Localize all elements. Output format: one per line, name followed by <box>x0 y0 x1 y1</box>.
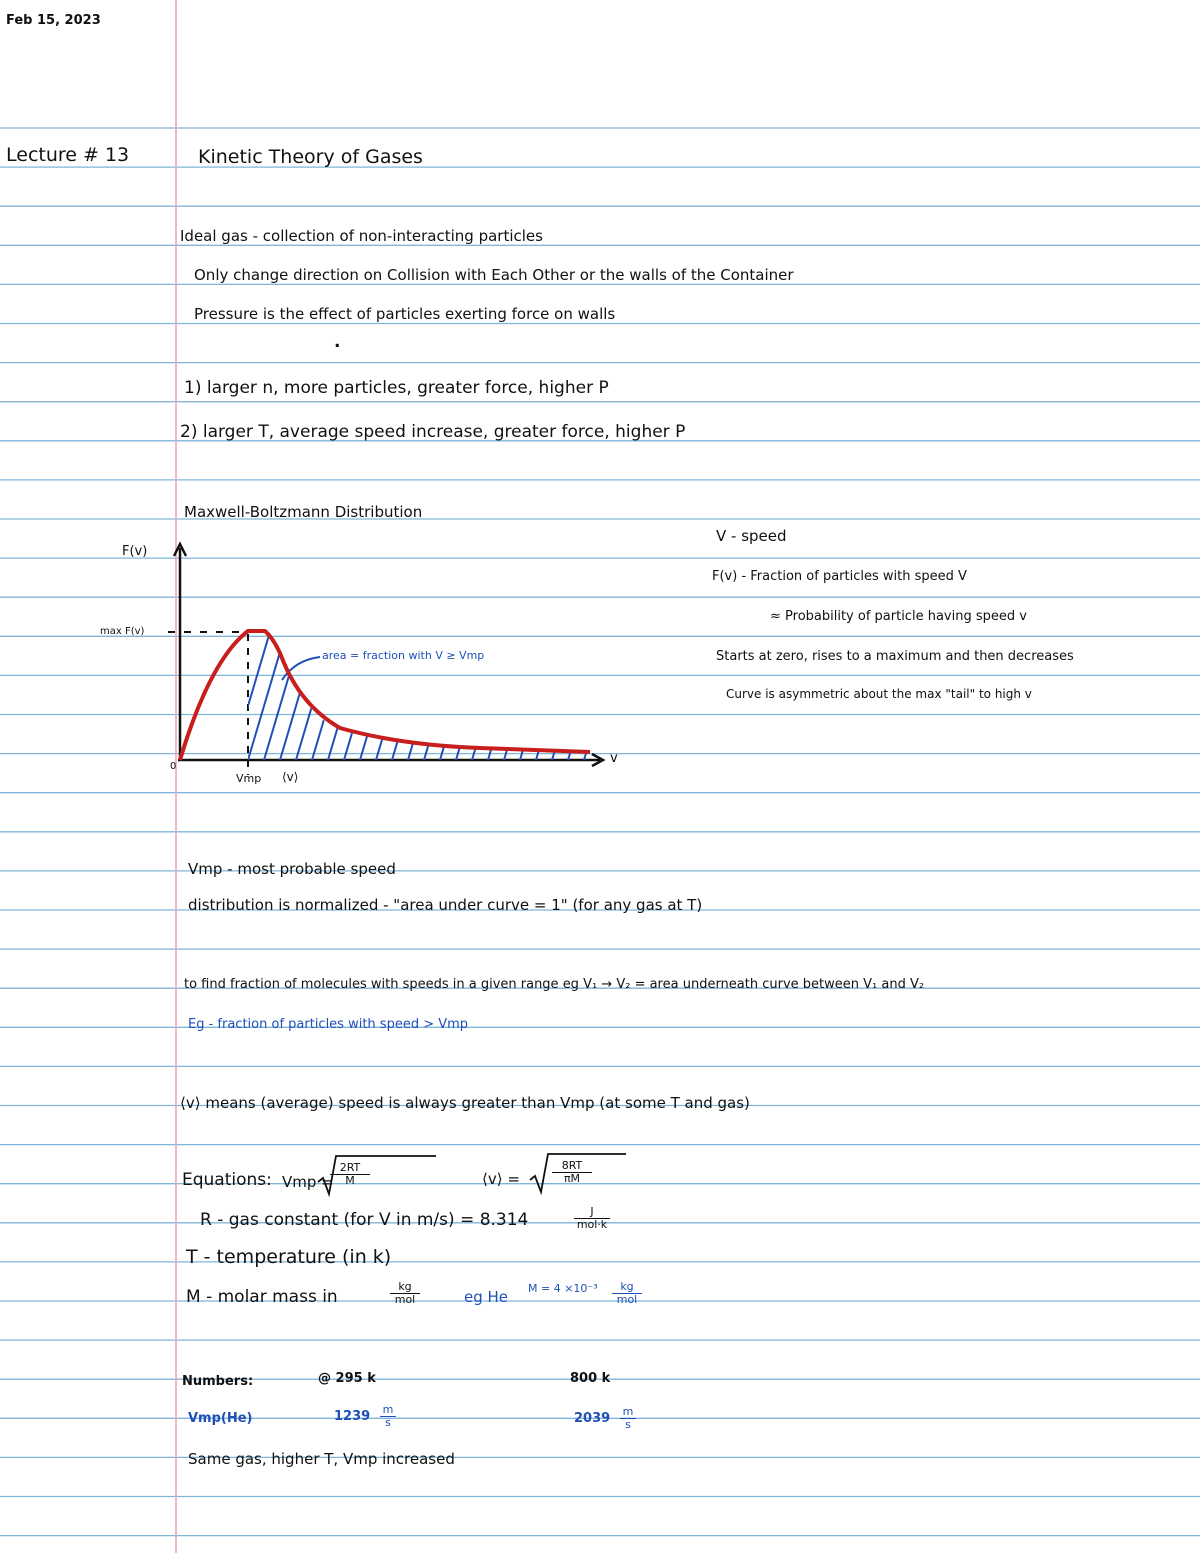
ideal-gas-pressure: Pressure is the effect of particles exerting force on walls <box>194 305 616 323</box>
m-example-unit-den: mol <box>616 1292 638 1306</box>
vmp-he-295k: 1239 <box>334 1409 371 1424</box>
t-definition: T - temperature (in k) <box>186 1246 392 1268</box>
m-definition: M - molar mass in <box>186 1287 338 1307</box>
vmp-equation-lhs: Vmp = <box>282 1173 334 1191</box>
hatch-stroke <box>536 625 576 760</box>
m-unit-num: kg <box>390 1281 420 1294</box>
mean-numerator: 8RT <box>552 1160 592 1173</box>
def-shape: Starts at zero, rises to a maximum and then decreases <box>716 649 1074 664</box>
def-asymmetric: Curve is asymmetric about the max "tail" to high v <box>726 687 1032 701</box>
hatch-stroke <box>248 625 288 760</box>
vmp-he-label: Vmp(He) <box>188 1411 253 1426</box>
normalized-note: distribution is normalized - "area under curve = 1" (for any gas at T) <box>188 896 703 914</box>
hatch-stroke <box>552 625 592 760</box>
hatch-stroke <box>232 625 272 760</box>
x-axis-label: v <box>610 751 618 766</box>
m-example-label: eg He <box>464 1288 509 1306</box>
vmp-tick-label: Vmp <box>236 772 262 785</box>
vmp-numerator: 2RT <box>330 1162 370 1175</box>
m-unit-den: mol <box>394 1292 416 1306</box>
hatch-stroke <box>456 625 496 760</box>
unit-den-2: s <box>625 1417 631 1431</box>
mean-equation-lhs: ⟨v⟩ = <box>482 1170 520 1188</box>
y-axis-label: F(v) <box>122 544 148 559</box>
numbers-col-800k: 800 k <box>570 1371 611 1386</box>
vmp-he-295k-unit <box>380 1404 396 1428</box>
origin-label: 0 <box>170 761 177 772</box>
numbers-label: Numbers: <box>182 1374 254 1389</box>
example-note: Eg - fraction of particles with speed > Vmp <box>188 1017 469 1032</box>
vmp-definition: Vmp - most probable speed <box>188 860 396 878</box>
vmp-fraction <box>330 1162 370 1186</box>
hatch-stroke <box>568 625 608 760</box>
vmp-denominator: M <box>345 1173 355 1187</box>
ideal-gas-definition: Ideal gas - collection of non-interacting particles <box>180 227 543 245</box>
mean-denominator: πM <box>563 1171 581 1185</box>
mean-fraction <box>552 1160 592 1184</box>
def-probability: ≈ Probability of particle having speed v <box>770 609 1027 624</box>
ideal-gas-collision: Only change direction on Collision with Each Other or the walls of the Container <box>194 266 794 284</box>
find-range-note: to find fraction of molecules with speeds in a given range eg V₁ → V₂ = area underneath curve between V₁ and V₂ <box>184 977 925 992</box>
lecture-number: Lecture # 13 <box>6 144 130 166</box>
hatch-stroke <box>408 625 448 760</box>
def-speed: V - speed <box>716 527 787 545</box>
area-annotation: area = fraction with V ≥ Vmp <box>322 649 485 662</box>
hatch-stroke <box>600 625 630 760</box>
distribution-heading: Maxwell-Boltzmann Distribution <box>184 503 423 521</box>
r-unit <box>574 1206 610 1230</box>
numbers-col-295k: @ 295 k <box>318 1371 376 1386</box>
hatch-stroke <box>504 625 544 760</box>
hatch-stroke <box>520 625 560 760</box>
hatch-stroke <box>472 625 512 760</box>
r-definition: R - gas constant (for V in m/s) = 8.314 <box>200 1210 529 1230</box>
conclusion-note: Same gas, higher T, Vmp increased <box>188 1450 455 1468</box>
r-unit-den: mol·k <box>576 1217 608 1231</box>
stray-dot: . <box>334 332 341 352</box>
factor-1: 1) larger n, more particles, greater force, higher P <box>184 378 609 398</box>
unit-num-1: m <box>380 1404 396 1417</box>
equations-label: Equations: <box>182 1170 272 1190</box>
m-example-unit <box>612 1281 642 1305</box>
hatch-stroke <box>312 625 352 760</box>
def-fv: F(v) - Fraction of particles with speed V <box>712 569 967 584</box>
factor-2: 2) larger T, average speed increase, greater force, higher P <box>180 422 686 442</box>
page-date: Feb 15, 2023 <box>6 13 101 28</box>
hatch-stroke <box>616 625 630 760</box>
hatch-stroke <box>328 625 368 760</box>
m-example-unit-num: kg <box>612 1281 642 1294</box>
vmp-he-800k: 2039 <box>574 1411 611 1426</box>
mean-tick-label: ⟨v⟩ <box>282 770 299 784</box>
hatch-stroke <box>584 625 624 760</box>
vmp-he-800k-unit <box>620 1406 636 1430</box>
max-fv-label: max F(v) <box>100 626 145 637</box>
hatch-stroke <box>344 625 384 760</box>
hatch-stroke <box>424 625 464 760</box>
unit-num-2: m <box>620 1406 636 1419</box>
r-unit-num: J <box>574 1206 610 1219</box>
m-unit <box>390 1281 420 1305</box>
maxwell-boltzmann-graph <box>90 535 630 795</box>
unit-den-1: s <box>385 1415 391 1429</box>
lecture-topic: Kinetic Theory of Gases <box>198 146 423 168</box>
hatch-stroke <box>440 625 480 760</box>
hatch-stroke <box>488 625 528 760</box>
m-example-value: M = 4 ×10⁻³ <box>528 1282 598 1295</box>
mean-vs-vmp-note: ⟨v⟩ means (average) speed is always greater than Vmp (at some T and gas) <box>180 1094 750 1112</box>
